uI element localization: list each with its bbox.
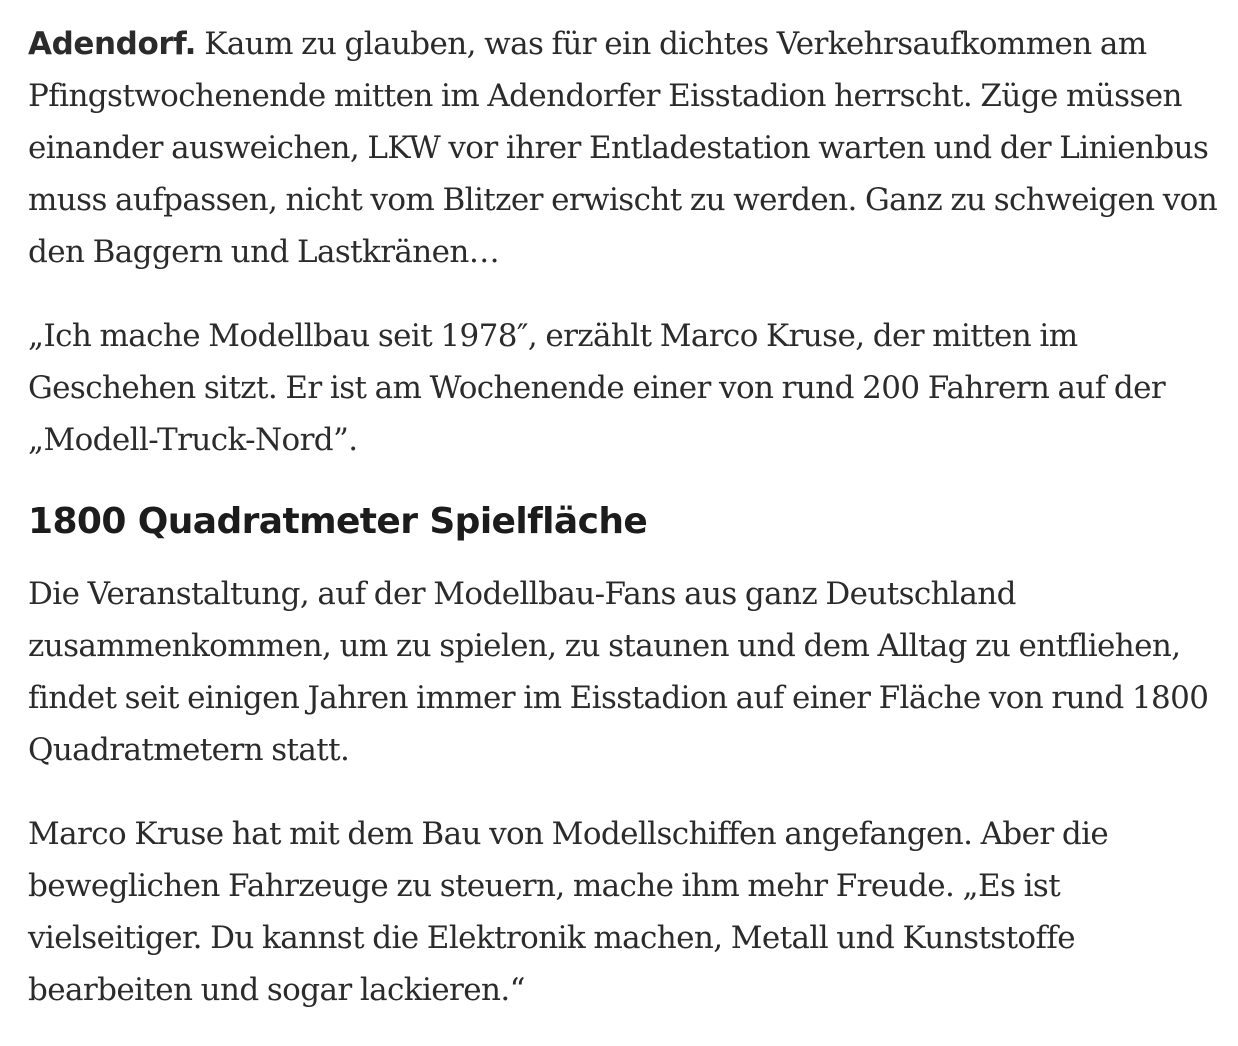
article-paragraph-2: „Ich mache Modellbau seit 1978″, erzählt Marco Kruse, der mitten im Geschehen sitzt. Er ist am Wochenende einer von rund 200 Fahrern auf der „Modell-Truck-Nord”. <box>28 318 1166 458</box>
article-paragraph-intro <box>28 18 1222 278</box>
article-paragraph-1-text: Kaum zu glauben, was für ein dichtes Verkehrsaufkommen am Pfingstwochenende mitten im Adendorfer Eisstadion herrscht. Züge müssen einander ausweichen, LKW vor ihrer Entladestation warten und der Linienbus muss aufpassen, nicht vom Blitzer erwischt zu werden. Ganz zu schweigen von den Baggern und Lastkränen… <box>28 26 1218 270</box>
article-paragraph-3: Die Veranstaltung, auf der Modellbau-Fans aus ganz Deutschland zusammenkommen, um zu spielen, zu staunen und dem Alltag zu entfliehen, findet seit einigen Jahren immer im Eisstadion auf einer Fläche von rund 1800 Quadratmetern statt. <box>28 576 1209 768</box>
article-dateline: Adendorf. <box>28 26 197 62</box>
article-subheading: 1800 Quadratmeter Spielfläche <box>28 501 648 542</box>
article-body <box>28 18 1222 1016</box>
article-paragraph-4: Marco Kruse hat mit dem Bau von Modellschiffen angefangen. Aber die beweglichen Fahrzeuge zu steuern, mache ihm mehr Freude. „Es ist vielseitiger. Du kannst die Elektronik machen, Metall und Kunststoffe bearbeiten und sogar lackieren.“ <box>28 816 1109 1008</box>
